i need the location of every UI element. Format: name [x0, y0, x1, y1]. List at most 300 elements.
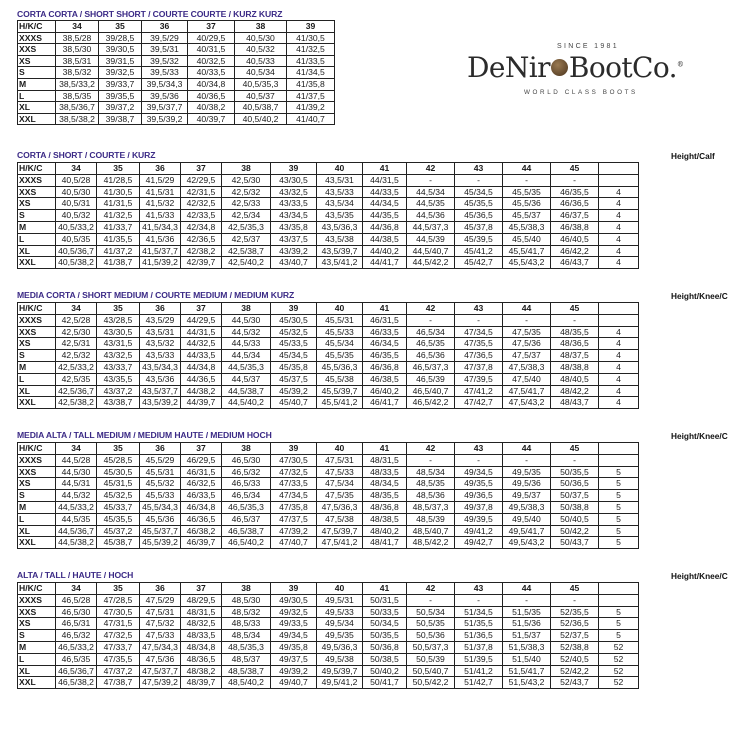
size-header: 42 — [407, 583, 455, 595]
table1-body — [18, 32, 335, 125]
table-cell: 48/42,2 — [551, 385, 599, 397]
size-header: 41 — [363, 443, 407, 455]
table-cell: 48/33,5 — [363, 466, 407, 478]
table-cell: 5 — [599, 630, 639, 642]
table-title: MEDIA ALTA / TALL MEDIUM / MEDIUM HAUTE / MEDIUM HOCH — [17, 430, 272, 440]
table-cell: 45,5/36 — [503, 198, 551, 210]
table-cell: 46,5/33 — [222, 478, 271, 490]
table-cell: 41/38,7 — [97, 257, 140, 269]
table-cell: 46/32,5 — [181, 478, 222, 490]
table-cell: 46,5/36 — [407, 350, 455, 362]
table-cell: 49/39,2 — [271, 665, 317, 677]
table-cell: 50/37,5 — [551, 490, 599, 502]
table-cell: 47,5/41,7 — [503, 385, 551, 397]
size-header-overflow — [599, 303, 639, 315]
size-header: 39 — [287, 21, 335, 33]
table-cell: 44,5/40,2 — [222, 397, 271, 409]
table-cell — [599, 174, 639, 186]
table-cell: 49,5/37 — [503, 490, 551, 502]
table-cell: 49/34,5 — [455, 466, 503, 478]
table-cell: 46/36,8 — [363, 361, 407, 373]
table-cell: 48/31,5 — [181, 606, 222, 618]
table-cell: 47,5/34 — [317, 478, 363, 490]
table-cell: 43/35,5 — [97, 373, 140, 385]
table-cell: 45/41,2 — [455, 245, 503, 257]
table-cell: 44,5/38,2 — [56, 537, 97, 549]
table-cell: 44/31,5 — [363, 174, 407, 186]
table-cell: 48/40,5 — [551, 373, 599, 385]
table-row — [18, 174, 639, 186]
table-cell: 45,5/40 — [503, 233, 551, 245]
table-cell: 45,5/34 — [317, 338, 363, 350]
table-cell: 43/32,5 — [97, 350, 140, 362]
size-header: 40 — [317, 583, 363, 595]
table-cell: 52/38,8 — [551, 641, 599, 653]
table-cell: 44,5/28 — [56, 454, 97, 466]
table-cell: 45/32,5 — [97, 490, 140, 502]
row-label: S — [18, 350, 56, 362]
row-label: XXXS — [18, 32, 56, 44]
table-cell: 40,5/40,2 — [235, 113, 287, 125]
size-header: 35 — [99, 21, 142, 33]
corner-label: H/K/C — [18, 21, 56, 33]
table-cell: 45/37,2 — [97, 525, 140, 537]
table-cell: 49,5/43,2 — [503, 537, 551, 549]
table-cell: 45/39,5 — [455, 233, 503, 245]
table-cell: 46,5/37,3 — [407, 361, 455, 373]
table-cell: 46/29,5 — [181, 454, 222, 466]
table-cell: 5 — [599, 618, 639, 630]
table-cell: 47,5/43,2 — [503, 397, 551, 409]
table-row — [18, 385, 639, 397]
table-cell: 42/32,5 — [181, 198, 222, 210]
table-cell: 46/40,5 — [551, 233, 599, 245]
row-label: L — [18, 233, 56, 245]
table-cell: 47,5/33 — [140, 630, 181, 642]
table-cell: 44/36,5 — [181, 373, 222, 385]
table-cell: 47/32,5 — [271, 466, 317, 478]
table-cell: 45/30,5 — [271, 314, 317, 326]
table-row — [18, 478, 639, 490]
table-cell: 41,5/32 — [140, 198, 181, 210]
table-cell: 48,5/39 — [407, 513, 455, 525]
table-cell: - — [503, 454, 551, 466]
table-cell: 45,5/36,3 — [317, 361, 363, 373]
table-cell: - — [551, 594, 599, 606]
table-cell: 51,5/35 — [503, 606, 551, 618]
table-cell: 48/32,5 — [181, 618, 222, 630]
table-cell: 40,5/33,2 — [56, 221, 97, 233]
table-cell: 49/35,5 — [455, 478, 503, 490]
table-cell: 49/30,5 — [271, 594, 317, 606]
size-header: 38 — [222, 303, 271, 315]
table-cell: 51,5/36 — [503, 618, 551, 630]
size-header: 37 — [181, 583, 222, 595]
table-cell: 49,5/35 — [503, 466, 551, 478]
table-cell — [599, 314, 639, 326]
table-cell: 50/33,5 — [363, 606, 407, 618]
table-cell: 4 — [599, 198, 639, 210]
table-cell: - — [455, 594, 503, 606]
table-row — [18, 257, 639, 269]
table-cell: 43,5/41,2 — [317, 257, 363, 269]
size-header: 34 — [56, 443, 97, 455]
row-label: XXXS — [18, 314, 56, 326]
table-cell: 50/40,5 — [551, 513, 599, 525]
table-cell: 50,5/34 — [407, 606, 455, 618]
table-cell: 39,5/29 — [142, 32, 188, 44]
table-cell: 44/41,7 — [363, 257, 407, 269]
table-row — [18, 44, 335, 56]
table-cell: 41/39,2 — [287, 102, 335, 114]
size-header: 42 — [407, 163, 455, 175]
table-cell: 47,5/37 — [503, 350, 551, 362]
table-cell: 41,5/37,7 — [140, 245, 181, 257]
table1-title: CORTA CORTA / SHORT SHORT / COURTE COURTE / KURZ KURZ — [17, 9, 283, 19]
size-header: 36 — [142, 21, 188, 33]
table-cell: 47/40,7 — [271, 537, 317, 549]
table-row — [18, 314, 639, 326]
table-cell: 48/40,2 — [363, 525, 407, 537]
size-header: 45 — [551, 163, 599, 175]
table-row — [18, 361, 639, 373]
table-cell: 46/41,7 — [363, 397, 407, 409]
table-cell: 49/41,2 — [455, 525, 503, 537]
table-cell: 42,5/38,2 — [56, 397, 97, 409]
table-cell: 50,5/39 — [407, 653, 455, 665]
table-cell: 44/39,7 — [181, 397, 222, 409]
table-cell: 47,5/39,7 — [317, 525, 363, 537]
table-row — [18, 113, 335, 125]
table-cell: 48,5/37 — [222, 653, 271, 665]
table-row — [18, 606, 639, 618]
table-cell: 48/43,7 — [551, 397, 599, 409]
row-label: XS — [18, 478, 56, 490]
table-cell: 46,5/35 — [56, 653, 97, 665]
table-cell: 49,5/41,2 — [317, 677, 363, 689]
table-cell: 38,5/33,2 — [56, 78, 99, 90]
table-cell: 46/38,2 — [181, 525, 222, 537]
row-label: M — [18, 361, 56, 373]
table-row — [18, 490, 639, 502]
row-label: XS — [18, 55, 56, 67]
table-cell: 51/34,5 — [455, 606, 503, 618]
row-label: L — [18, 653, 56, 665]
table-cell: 4 — [599, 257, 639, 269]
table-cell: 46,5/40,7 — [407, 385, 455, 397]
row-label: XXL — [18, 113, 56, 125]
table-cell: 45/37,5 — [271, 373, 317, 385]
corner-label: H/K/C — [18, 583, 56, 595]
size-header: 34 — [56, 583, 97, 595]
table-cell: 45,5/35 — [503, 186, 551, 198]
row-label: S — [18, 490, 56, 502]
table-cell: 44,5/31 — [56, 478, 97, 490]
table-cell: 51/42,7 — [455, 677, 503, 689]
table-cell: 51/36,5 — [455, 630, 503, 642]
table-cell: 44,5/32 — [222, 326, 271, 338]
table-cell: 44,5/37 — [222, 373, 271, 385]
table-cell: 45/32,5 — [271, 326, 317, 338]
table-cell: 43,5/39,7 — [317, 245, 363, 257]
table-cell: 50/35,5 — [363, 630, 407, 642]
size-header: 35 — [97, 303, 140, 315]
table-cell: 40,5/35,3 — [235, 78, 287, 90]
row-label: XS — [18, 338, 56, 350]
table-cell: 49/33,5 — [271, 618, 317, 630]
row-label: XXL — [18, 537, 56, 549]
table-cell: - — [455, 454, 503, 466]
table-cell: 45/35,8 — [271, 361, 317, 373]
table-cell: 43,5/33 — [317, 186, 363, 198]
size-header: 37 — [181, 303, 222, 315]
logo-brand-left: DeNir — [467, 51, 550, 84]
size-header: 45 — [551, 583, 599, 595]
table-cell: 45/37,8 — [455, 221, 503, 233]
table-cell: 47/30,5 — [97, 606, 140, 618]
table-cell: 47/30,5 — [271, 454, 317, 466]
table-cell: 52/36,5 — [551, 618, 599, 630]
row-label: S — [18, 630, 56, 642]
table-cell: 47/39,5 — [455, 373, 503, 385]
size-header: 36 — [140, 443, 181, 455]
table-cell: 45/34,5 — [455, 186, 503, 198]
table-cell: 50,5/36 — [407, 630, 455, 642]
table-cell: 46,5/34 — [407, 326, 455, 338]
table-cell: 47,5/36 — [140, 653, 181, 665]
table-cell: 47/33,5 — [271, 478, 317, 490]
table-cell: 46,5/30 — [222, 454, 271, 466]
size-header: 44 — [503, 303, 551, 315]
table-cell: 52/42,2 — [551, 665, 599, 677]
size-header: 39 — [271, 443, 317, 455]
table-cell: 46,5/40,2 — [222, 537, 271, 549]
table-row — [18, 326, 639, 338]
row-label: XXS — [18, 326, 56, 338]
table-cell: 40/33,5 — [188, 67, 235, 79]
table-cell: 39/32,5 — [99, 67, 142, 79]
table-cell: 47/41,2 — [455, 385, 503, 397]
table-cell: 38,5/38,2 — [56, 113, 99, 125]
table-cell: 48,5/34 — [222, 630, 271, 642]
table-cell: 45/34,5 — [271, 350, 317, 362]
table-cell: 40,5/31 — [56, 198, 97, 210]
table-cell: - — [407, 174, 455, 186]
table-cell: 49,5/36 — [503, 478, 551, 490]
table-cell: 46/36,5 — [551, 198, 599, 210]
table-cell: 49/36,5 — [455, 490, 503, 502]
size-header: 35 — [97, 583, 140, 595]
table-cell: 41/30,5 — [287, 32, 335, 44]
table-cell: 46,5/32 — [56, 630, 97, 642]
table-cell: 50/36,8 — [363, 641, 407, 653]
height-calf-label: Height/Calf — [671, 151, 715, 161]
table-cell: 49,5/41,7 — [503, 525, 551, 537]
table-row — [18, 373, 639, 385]
row-label: XL — [18, 245, 56, 257]
row-label: XXS — [18, 44, 56, 56]
table-cell: 4 — [599, 233, 639, 245]
size-header-overflow — [599, 443, 639, 455]
table-row — [18, 630, 639, 642]
table-row — [18, 466, 639, 478]
table-cell: 43,5/39,2 — [140, 397, 181, 409]
table-cell: 52 — [599, 677, 639, 689]
table-cell: 52/43,7 — [551, 677, 599, 689]
table-row — [18, 198, 639, 210]
table-cell: 47,5/29 — [140, 594, 181, 606]
size-header: 44 — [503, 163, 551, 175]
table-cell: 41/31,5 — [97, 198, 140, 210]
table-cell — [599, 454, 639, 466]
table-cell: 39/33,7 — [99, 78, 142, 90]
size-header: 40 — [317, 303, 363, 315]
table-cell: 48/38,5 — [363, 513, 407, 525]
table-cell: 46,5/38,7 — [222, 525, 271, 537]
size-table-short-short — [17, 20, 335, 125]
table-cell: 47/32,5 — [97, 630, 140, 642]
table-cell: 46,5/34 — [222, 490, 271, 502]
table-cell: 48/38,2 — [181, 665, 222, 677]
table-cell: 41,5/34,3 — [140, 221, 181, 233]
table-cell: 5 — [599, 606, 639, 618]
table-cell: 45/35,5 — [455, 198, 503, 210]
table-cell: 4 — [599, 186, 639, 198]
height-calf-label: Height/Knee/C — [671, 291, 728, 301]
table-cell: 4 — [599, 385, 639, 397]
table-row — [18, 501, 639, 513]
table-cell: 48,5/36 — [407, 490, 455, 502]
table-cell: 48/36,5 — [181, 653, 222, 665]
table-cell: 44/33,5 — [363, 186, 407, 198]
table-cell: 49,5/34 — [317, 618, 363, 630]
table-cell: 45,5/34,3 — [140, 501, 181, 513]
table-cell: 42/29,5 — [181, 174, 222, 186]
table-row — [18, 102, 335, 114]
table-cell: 46/33,5 — [181, 490, 222, 502]
table-cell: 51/39,5 — [455, 653, 503, 665]
table-cell: - — [551, 454, 599, 466]
table-cell: 46/35,5 — [551, 186, 599, 198]
row-label: XS — [18, 618, 56, 630]
table-cell: 46/38,5 — [363, 373, 407, 385]
table-cell: 39,5/31 — [142, 44, 188, 56]
table-row — [18, 641, 639, 653]
size-header: 34 — [56, 21, 99, 33]
table-cell: 48,5/35,3 — [222, 641, 271, 653]
row-label: XL — [18, 665, 56, 677]
table-cell: 46,5/32 — [222, 466, 271, 478]
table-row — [18, 537, 639, 549]
table-cell: 48,5/35 — [407, 478, 455, 490]
table-cell: 5 — [599, 466, 639, 478]
table-cell: 49/35,8 — [271, 641, 317, 653]
table-cell: 43/30,5 — [97, 326, 140, 338]
table-cell: 39,5/34,3 — [142, 78, 188, 90]
table-cell: 4 — [599, 221, 639, 233]
table-cell: 38,5/35 — [56, 90, 99, 102]
table-cell: 48/37,5 — [551, 350, 599, 362]
size-header-overflow — [599, 163, 639, 175]
table-cell: 40,5/30 — [56, 186, 97, 198]
table-cell: 45/42,7 — [455, 257, 503, 269]
table-cell: 41,5/31 — [140, 186, 181, 198]
table-cell: - — [455, 314, 503, 326]
table-cell: 49,5/39,7 — [317, 665, 363, 677]
size-header: 38 — [222, 583, 271, 595]
table-cell: 47/35,8 — [271, 501, 317, 513]
table-cell: 44,5/39 — [407, 233, 455, 245]
table-cell: 44/38,2 — [181, 385, 222, 397]
table-cell: 43,5/33 — [140, 350, 181, 362]
row-label: XXL — [18, 257, 56, 269]
table-cell: 46,5/28 — [56, 594, 97, 606]
table-cell: 40/32,5 — [188, 55, 235, 67]
height-calf-label: Height/Knee/C — [671, 571, 728, 581]
table-cell: 50/36,5 — [551, 478, 599, 490]
table-cell: 40/31,5 — [188, 44, 235, 56]
table-cell: 42/31,5 — [181, 186, 222, 198]
row-label: XL — [18, 102, 56, 114]
table-cell: 46/37,5 — [551, 210, 599, 222]
table-row — [18, 454, 639, 466]
table-cell: 51/37,8 — [455, 641, 503, 653]
corner-label: H/K/C — [18, 163, 56, 175]
table-cell: 47/35,5 — [97, 653, 140, 665]
table-cell: 39/28,5 — [99, 32, 142, 44]
table-cell: 43/37,2 — [97, 385, 140, 397]
table-cell: - — [503, 314, 551, 326]
table-cell: 45/33,5 — [271, 338, 317, 350]
table-cell: 49,5/36,3 — [317, 641, 363, 653]
table-cell: 47,5/31 — [140, 606, 181, 618]
table-cell: 45/40,7 — [271, 397, 317, 409]
table-title: ALTA / TALL / HAUTE / HOCH — [17, 570, 134, 580]
table-cell: 5 — [599, 537, 639, 549]
table-cell: 50/38,5 — [363, 653, 407, 665]
table-cell: 45,5/37 — [503, 210, 551, 222]
table-cell: 40,5/38,7 — [235, 102, 287, 114]
table-row — [18, 245, 639, 257]
boot-emblem-icon — [551, 59, 568, 76]
table-cell: 47,5/37,7 — [140, 665, 181, 677]
table-cell: 44,5/33,2 — [56, 501, 97, 513]
table-cell: 40/34,8 — [188, 78, 235, 90]
table-cell: 50,5/35 — [407, 618, 455, 630]
table-cell: 39/35,5 — [99, 90, 142, 102]
row-label: L — [18, 373, 56, 385]
table-cell: 40,5/30 — [235, 32, 287, 44]
table-cell: 44,5/42,2 — [407, 257, 455, 269]
table-cell: 43/30,5 — [271, 174, 317, 186]
table-cell: 46/38,8 — [551, 221, 599, 233]
size-header: 38 — [235, 21, 287, 33]
table-cell: 49,5/35 — [317, 630, 363, 642]
table-row — [18, 78, 335, 90]
table-cell: 47,5/38 — [317, 513, 363, 525]
table-cell: 42,5/31 — [56, 338, 97, 350]
table-row — [18, 594, 639, 606]
table-cell: 47/34,5 — [271, 490, 317, 502]
table-cell: 47,5/31 — [317, 454, 363, 466]
row-label: XXXS — [18, 594, 56, 606]
table-cell: 45/33,7 — [97, 501, 140, 513]
table-cell: 45,5/35 — [317, 350, 363, 362]
table-row — [18, 338, 639, 350]
table-cell: 44,5/36,7 — [56, 525, 97, 537]
table-row — [18, 525, 639, 537]
table-cell: 42,5/38,7 — [222, 245, 271, 257]
